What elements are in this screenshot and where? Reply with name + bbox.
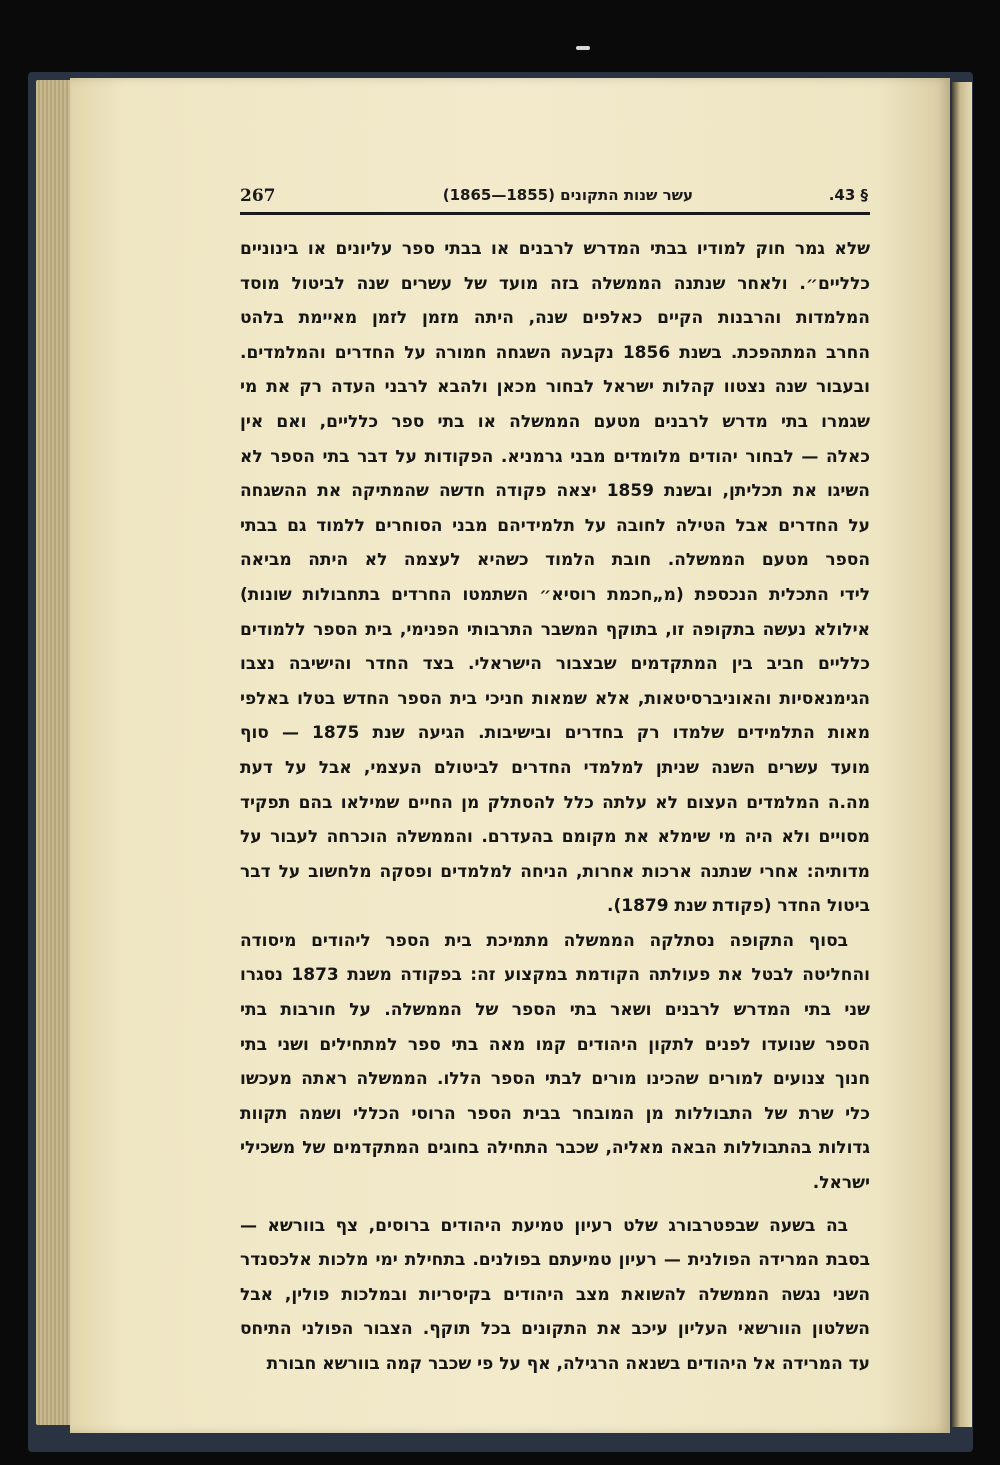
text-line: ובעבור שנה נצטוו קהלות ישראל לבחור מכאן ולהבא לרבני העדה רק את מי xyxy=(240,377,870,398)
text-line: מסויים ולא היה מי שימלא את מקומם בהעדרם. והממשלה הוכרחה לעבור על xyxy=(240,827,870,848)
text-line: כלליים חביב בין המתקדמים שבצבור הישראלי. בצד החדר והישיבה נצבו xyxy=(240,654,870,675)
facing-page-edge xyxy=(952,82,972,1427)
text-line: השיגו את תכליתן, ובשנת 1859 יצאה פקודה חדשה שהמתיקה את ההשגחה xyxy=(240,481,870,502)
text-line: והחליטה לבטל את פעולתה הקודמת במקצוע זה: בפקודה משנת 1873 נסגרו xyxy=(240,965,870,986)
text-line: הגימנאסיות והאוניברסיטאות, אלא שמאות חניכי בית הספר החדש בטלו באלפי xyxy=(240,688,870,709)
cover-mark xyxy=(576,46,590,50)
text-line: השלטון הוורשאי העליון עיכב את התקונים בכל תוקף. הצבור הפולני התיחס xyxy=(240,1319,870,1340)
text-line: מאות התלמידים שלמדו רק בחדרים ובישיבות. הגיעה שנת 1875 — סוף xyxy=(240,723,870,744)
text-line: חנוך צנועים למורים שהכינו מורים לבתי הספר הללו. הממשלה ראתה מעכשו xyxy=(240,1069,870,1090)
text-line: השני נגשה הממשלה להשואת מצב היהודים בקיסריות ובמלכות פולין, אבל xyxy=(240,1284,870,1305)
page-number: 267 xyxy=(240,186,276,206)
text-line: כלי שרת של התבוללות מן המובחר בבית הספר הרוסי הכללי ושמה תקוות xyxy=(240,1103,870,1124)
text-line: שלא גמר חוק למודיו בבתי המדרש לרבנים או בבתי ספר עליונים או בינוניים xyxy=(240,239,870,259)
text-line: ישראל. xyxy=(812,1173,870,1194)
text-line: המלמדות והרבנות הקיים כאלפים שנה, היתה מזמן לזמן מאיימת בלהט xyxy=(240,308,870,329)
paragraph-gap xyxy=(240,1201,870,1209)
text-line: אילולא נעשה בתקופה זו, בתוקף המשבר התרבותי הפנימי, בית הספר ללמודים xyxy=(240,619,870,640)
text-line: גדולות בהתבוללות הבאה מאליה, שכבר התחילה בחוגים המתקדמים של משכילי xyxy=(240,1138,870,1159)
text-line: שגמרו בתי מדרש לרבנים מטעם הממשלה או בתי ספר כלליים, ואם אין xyxy=(240,411,870,432)
body-text xyxy=(240,232,870,1382)
text-line: החרב המתהפכת. בשנת 1856 נקבעה השגחה חמורה על החדרים והמלמדים. xyxy=(240,342,870,363)
text-line: מועד עשרים השנה שניתן למלמדי החדרים לביטולם העצמי, אבל על דעת xyxy=(240,757,870,778)
text-line: הספר מטעם הממשלה. חובת הלמוד כשהיא לעצמה לא היתה מביאה xyxy=(240,550,870,571)
text-line: מה.ה המלמדים העצום לא עלתה כלל להסתלק מן החיים שמילאו בהם תפקיד xyxy=(240,792,870,813)
text-line: עד המרידה אל היהודים בשנאה הרגילה, אף על פי שכבר קמה בוורשא חבורת xyxy=(266,1354,870,1374)
text-line: בסוף התקופה נסתלקה הממשלה מתמיכת בית הספר ליהודים מיסודה xyxy=(240,930,848,951)
section-number: § 43. xyxy=(828,186,868,204)
text-line: בה בשעה שבפטרבורג שלט רעיון טמיעת היהודים ברוסים, צף בוורשא — xyxy=(240,1215,848,1236)
text-line: לידי התכלית הנכספת (מ„חכמת רוסיא״ השתמטו החרדים בתחבולות שונות) xyxy=(240,584,870,605)
text-line: על החדרים אבל הטילה לחובה על תלמידיהם מבני הסוחרים ללמוד גם בבתי xyxy=(240,515,870,536)
page-header xyxy=(240,186,868,210)
header-rule xyxy=(240,212,870,215)
text-line: כאלה — לבחור יהודים מלומדים מבני גרמניא. הפקודות על דבר בתי הספר לא xyxy=(240,446,870,467)
text-line: מדותיה: אחרי שנתנה ארכות אחרות, הניחה למלמדים ופסקה מלחשוב על דבר xyxy=(240,861,870,882)
running-head: עשר שנות התקונים (1855—1865) xyxy=(442,186,693,204)
text-line: הספר שנועדו לפנים לתקון היהודים קמו מאה בתי ספר למתחילים ושני בתי xyxy=(240,1034,870,1055)
text-line: בסבת המרידה הפולנית — רעיון טמיעתם בפולנים. בתחילת ימי מלכות אלכסנדר xyxy=(240,1250,870,1271)
text-line: שני בתי המדרש לרבנים ושאר בתי הספר של הממשלה. על חורבות בתי xyxy=(240,1000,870,1021)
text-line: כלליים״. ולאחר שנתנה הממשלה בזה מועד של עשרים שנה לביטול מוסד xyxy=(240,273,870,294)
text-line: ביטול החדר (פקודת שנת 1879). xyxy=(607,896,870,917)
